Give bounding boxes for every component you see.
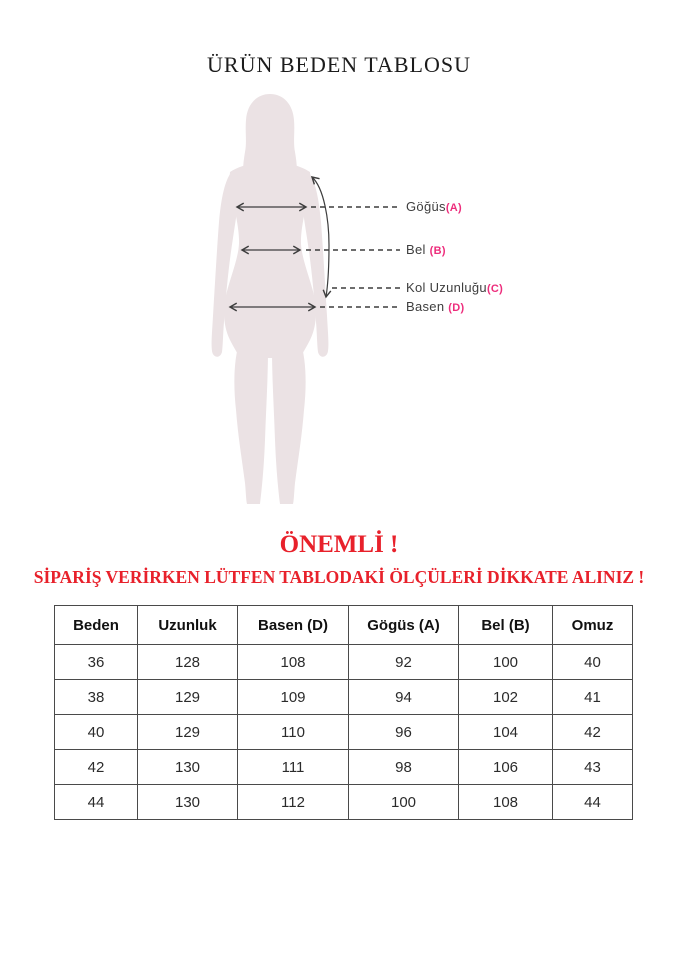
table-cell: 128 bbox=[138, 645, 238, 680]
table-cell: 110 bbox=[238, 715, 349, 750]
size-table-header-row bbox=[55, 606, 633, 645]
table-cell: 106 bbox=[459, 750, 553, 785]
table-cell: 92 bbox=[349, 645, 459, 680]
label-hip-text: Basen bbox=[406, 299, 449, 314]
table-cell: 40 bbox=[55, 715, 138, 750]
table-cell: 104 bbox=[459, 715, 553, 750]
label-waist-text: Bel bbox=[406, 242, 430, 257]
size-table-body bbox=[55, 645, 633, 820]
table-cell: 111 bbox=[238, 750, 349, 785]
table-cell: 42 bbox=[553, 715, 633, 750]
table-cell: 129 bbox=[138, 715, 238, 750]
table-cell: 130 bbox=[138, 750, 238, 785]
table-cell: 41 bbox=[553, 680, 633, 715]
size-table bbox=[54, 605, 633, 820]
table-cell: 112 bbox=[238, 785, 349, 820]
table-cell: 102 bbox=[459, 680, 553, 715]
sleeve-length-arrow bbox=[312, 177, 329, 297]
table-cell: 108 bbox=[459, 785, 553, 820]
table-row bbox=[55, 750, 633, 785]
table-cell: 109 bbox=[238, 680, 349, 715]
label-hip-code: (D) bbox=[448, 302, 465, 314]
table-cell: 44 bbox=[55, 785, 138, 820]
header-cell: Basen (D) bbox=[238, 606, 349, 645]
table-cell: 100 bbox=[459, 645, 553, 680]
important-heading: ÖNEMLİ ! bbox=[279, 531, 399, 558]
table-cell: 36 bbox=[55, 645, 138, 680]
table-cell: 38 bbox=[55, 680, 138, 715]
label-sleeve-length bbox=[406, 280, 503, 297]
table-cell: 129 bbox=[138, 680, 238, 715]
table-cell: 96 bbox=[349, 715, 459, 750]
header-cell: Beden bbox=[55, 606, 138, 645]
table-cell: 44 bbox=[553, 785, 633, 820]
header-cell: Bel (B) bbox=[459, 606, 553, 645]
table-cell: 98 bbox=[349, 750, 459, 785]
table-row bbox=[55, 785, 633, 820]
label-chest-text: Göğüs bbox=[406, 199, 446, 214]
table-cell: 40 bbox=[553, 645, 633, 680]
table-cell: 100 bbox=[349, 785, 459, 820]
table-row bbox=[55, 715, 633, 750]
important-subheading: SİPARİŞ VERİRKEN LÜTFEN TABLODAKİ ÖLÇÜLERİ DİKKATE ALINIZ ! bbox=[33, 567, 645, 587]
header-cell: Uzunluk bbox=[138, 606, 238, 645]
header-cell: Omuz bbox=[553, 606, 633, 645]
label-sleeve-length-text: Kol Uzunluğu bbox=[406, 280, 487, 295]
measurement-arrows bbox=[200, 85, 410, 330]
label-chest-code: (A) bbox=[445, 202, 462, 214]
label-waist-code: (B) bbox=[429, 245, 446, 257]
table-cell: 130 bbox=[138, 785, 238, 820]
table-row bbox=[55, 680, 633, 715]
table-cell: 43 bbox=[553, 750, 633, 785]
label-waist bbox=[406, 242, 446, 259]
page-title: ÜRÜN BEDEN TABLOSU bbox=[207, 52, 471, 77]
label-chest bbox=[406, 199, 462, 216]
table-cell: 42 bbox=[55, 750, 138, 785]
header-cell: Gögüs (A) bbox=[349, 606, 459, 645]
label-sleeve-length-code: (C) bbox=[486, 283, 504, 295]
table-row bbox=[55, 645, 633, 680]
table-cell: 94 bbox=[349, 680, 459, 715]
table-cell: 108 bbox=[238, 645, 349, 680]
label-hip bbox=[406, 299, 464, 316]
